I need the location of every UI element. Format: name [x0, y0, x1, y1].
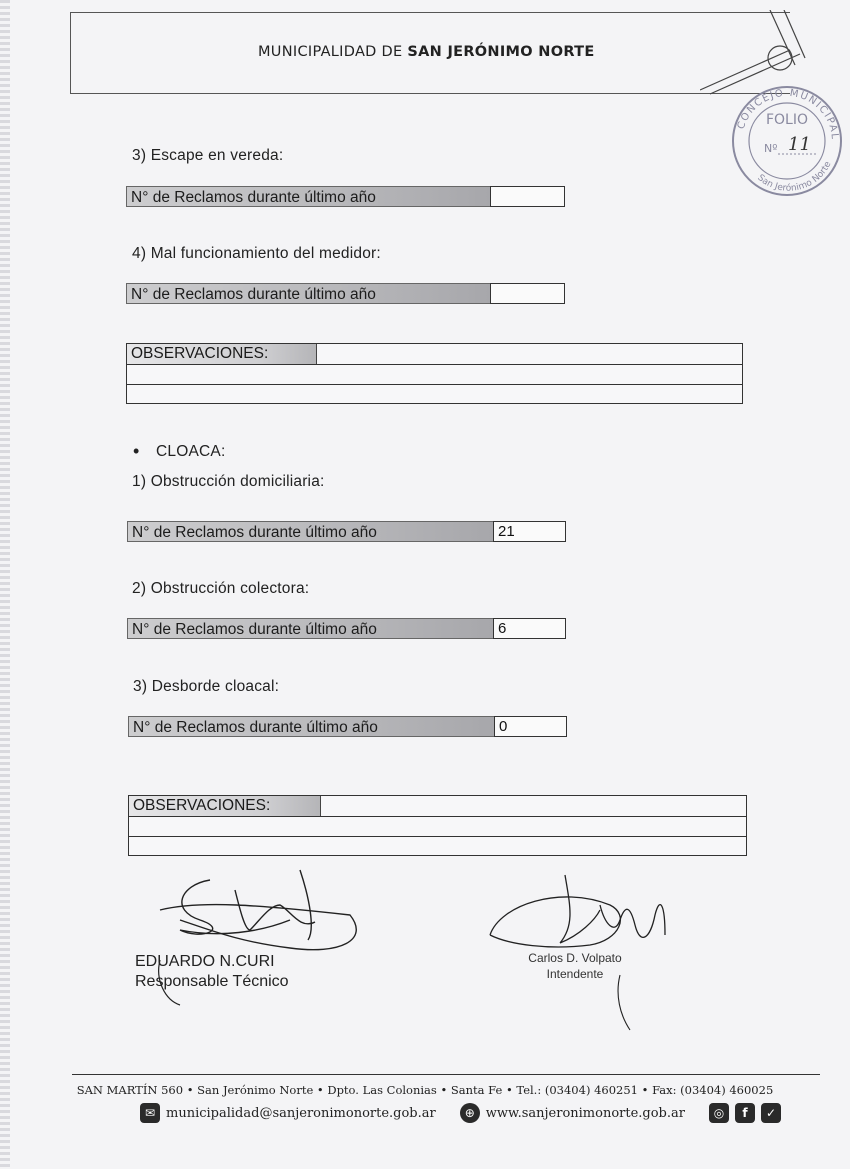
- folio-seal-stamp: [728, 82, 846, 200]
- desborde-cloacal-heading: 3) Desborde cloacal:: [133, 678, 280, 695]
- seal-folio-label: FOLIO: [765, 112, 809, 128]
- bullet-icon: •: [133, 441, 140, 461]
- claims-count-label: N° de Reclamos durante último año: [127, 521, 493, 542]
- signatory-right: [515, 950, 635, 982]
- obstruccion-domiciliaria-heading: 1) Obstrucción domiciliaria:: [132, 473, 325, 490]
- letterhead-title: [258, 44, 595, 60]
- facebook-icon[interactable]: f: [735, 1103, 755, 1123]
- seal-folio-number: 11: [788, 134, 811, 155]
- footer-divider: [72, 1074, 820, 1075]
- claims-count-label: N° de Reclamos durante último año: [128, 716, 494, 737]
- escape-vereda-heading: 3) Escape en vereda:: [132, 147, 284, 164]
- obstruccion-colectora-heading: 2) Obstrucción colectora:: [132, 580, 310, 597]
- signatory-left-role: Responsable Técnico: [135, 973, 289, 990]
- observation-line: [129, 836, 746, 837]
- observations-label: OBSERVACIONES:: [127, 344, 317, 364]
- escape-vereda-value: [490, 186, 565, 207]
- footer-address: SAN MARTÍN 560 • San Jerónimo Norte • Dpto. Las Colonias • Santa Fe • Tel.: (03404) 460251 • Fax: (03404) 460025: [76, 1083, 774, 1097]
- observations-table-sewer: [128, 795, 747, 856]
- claims-count-label: N° de Reclamos durante último año: [127, 618, 493, 639]
- medidor-value: [490, 283, 565, 304]
- footer-contact-links: [140, 1102, 781, 1124]
- title-town: SAN JERÓNIMO NORTE: [407, 44, 595, 60]
- signatory-right-role: Intendente: [546, 967, 604, 981]
- seal-ring-text: CONCEJO MUNICIPAL: [735, 87, 841, 141]
- title-prefix: MUNICIPALIDAD DE: [258, 44, 408, 60]
- signatory-right-name: Carlos D. Volpato: [528, 951, 622, 965]
- claims-count-label: N° de Reclamos durante último año: [126, 283, 490, 304]
- signatory-left: [135, 952, 289, 992]
- footer-website[interactable]: www.sanjeronimonorte.gob.ar: [485, 1105, 685, 1121]
- desborde-cloacal-value: 0: [494, 716, 567, 737]
- punched-binding-edge: [0, 0, 10, 1169]
- observations-label: OBSERVACIONES:: [129, 796, 321, 816]
- obstruccion-domiciliaria-value: 21: [493, 521, 566, 542]
- globe-icon: ⊕: [460, 1103, 480, 1123]
- medidor-heading: 4) Mal funcionamiento del medidor:: [132, 245, 381, 262]
- svg-text:San Jerónimo Norte: [755, 160, 833, 194]
- observation-line: [127, 364, 742, 365]
- instagram-icon[interactable]: ◎: [709, 1103, 729, 1123]
- claims-count-label: N° de Reclamos durante último año: [126, 186, 490, 207]
- cloaca-heading: CLOACA:: [156, 443, 226, 460]
- seal-number-label: Nº: [764, 142, 778, 155]
- twitter-icon[interactable]: ✓: [761, 1103, 781, 1123]
- seal-bottom-text: San Jerónimo Norte: [755, 159, 834, 194]
- email-icon: ✉: [140, 1103, 160, 1123]
- observation-line: [129, 816, 746, 817]
- observations-table-water: [126, 343, 743, 404]
- obstruccion-colectora-value: 6: [493, 618, 566, 639]
- footer-email[interactable]: municipalidad@sanjeronimonorte.gob.ar: [166, 1105, 436, 1121]
- signatory-left-name: EDUARDO N.CURI: [135, 953, 275, 970]
- observation-line: [127, 384, 742, 385]
